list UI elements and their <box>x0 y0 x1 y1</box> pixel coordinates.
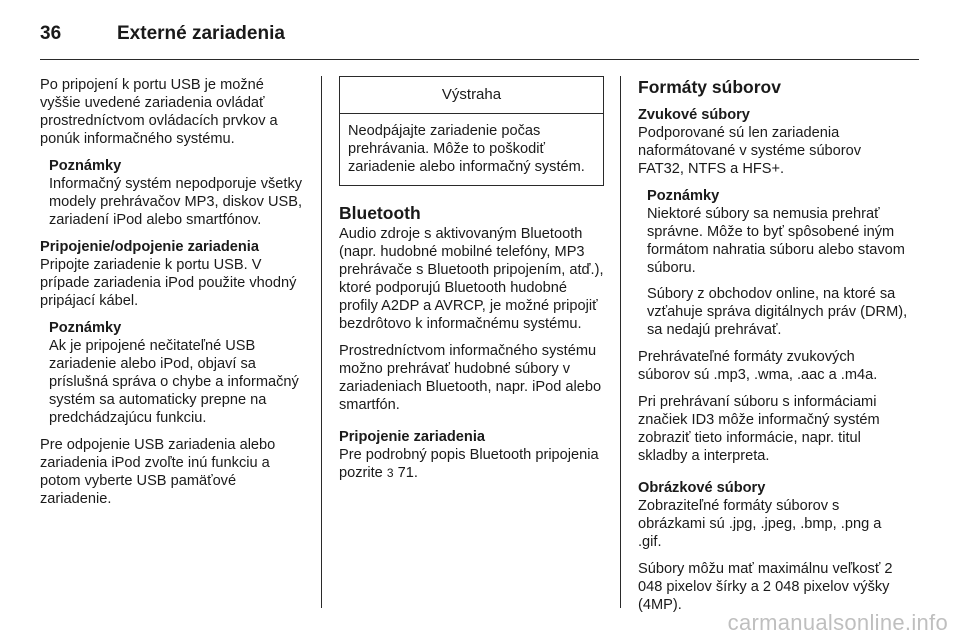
page-title: Externé zariadenia <box>117 23 285 44</box>
audio-paragraph: Podporované sú len zariadenia naformátované v systéme súborov FAT32, NTFS a HFS+. <box>638 125 862 177</box>
bluetooth-paragraph-2: Prostredníctvom informačného systému možno prehrávať hudobné súbory v zariadeniach Bluetooth, napr. iPod alebo smartfón. <box>339 343 602 413</box>
connect-heading: Pripojenie/odpojenie zariadenia <box>40 239 259 255</box>
watermark: carmanualsonline.info <box>727 610 948 635</box>
xref-arrow-icon: 3 <box>386 466 394 480</box>
xref-page: 71. <box>393 465 418 481</box>
note-box <box>647 187 908 339</box>
note-title: Poznámky <box>647 188 720 204</box>
warning-text: Neodpájajte zariadenie počas prehrávania. Môže to poškodiť zariadenie alebo informačný systém. <box>348 123 585 175</box>
header-divider <box>40 59 919 60</box>
intro-paragraph: Po pripojení k portu USB je možné vyššie uvedené zariadenia ovládať prostredníctvom ovládacích prvkov a ponúk informačného systému. <box>40 77 278 147</box>
note-box <box>49 157 306 229</box>
column-divider <box>620 76 621 608</box>
column-right <box>638 76 908 623</box>
audio-formats-paragraph: Prehrávateľné formáty zvukových súborov sú .mp3, .wma, .aac a .m4a. <box>638 349 878 383</box>
note-title: Poznámky <box>49 158 122 174</box>
bluetooth-connect-paragraph <box>339 446 604 482</box>
id3-paragraph: Pri prehrávaní súboru s informáciami značiek ID3 môže informačný systém zobraziť tieto informácie, napr. titul skladby a interpreta. <box>638 394 880 464</box>
bluetooth-connect-heading: Pripojenie zariadenia <box>339 429 485 445</box>
column-divider <box>321 76 322 608</box>
page-header <box>40 16 285 52</box>
note-title: Poznámky <box>49 320 122 336</box>
connect-paragraph: Pripojte zariadenie k portu USB. V prípade zariadenia iPod použite vhodný pripájací kábel. <box>40 257 297 309</box>
warning-title: Výstraha <box>340 77 603 114</box>
column-left <box>40 76 306 517</box>
page-number: 36 <box>40 23 62 44</box>
column-middle <box>339 76 604 491</box>
bluetooth-heading: Bluetooth <box>339 203 421 223</box>
image-paragraph: Zobraziteľné formáty súborov s obrázkami sú .jpg, .jpeg, .bmp, .png a .gif. <box>638 498 882 550</box>
bluetooth-paragraph: Audio zdroje s aktivovaným Bluetooth (napr. hudobné mobilné telefóny, MP3 prehrávače s Bluetooth pripojením, atď.), ktoré podporujú Bluetooth hudobné profily A2DP a AVRCP, je možné pripojiť bezdrôtovo k informačnému systému. <box>339 226 604 332</box>
bluetooth-connect-text: Pre podrobný popis Bluetooth pripojenia pozrite <box>339 447 599 481</box>
note-text: Ak je pripojené nečitateľné USB zariadenie alebo iPod, objaví sa príslušná správa o chybe a informačný systém sa automaticky prepne na predchádzajúcu funkciu. <box>49 338 299 426</box>
image-limit-paragraph: Súbory môžu mať maximálnu veľkosť 2 048 pixelov šírky a 2 048 pixelov výšky (4MP). <box>638 561 893 613</box>
warning-box <box>339 76 604 186</box>
note-text: Informačný systém nepodporuje všetky modely prehrávačov MP3, diskov USB, zariadení iPod alebo smartfónov. <box>49 176 303 228</box>
note-box <box>49 319 306 427</box>
note-text: Niektoré súbory sa nemusia prehrať správne. Môže to byť spôsobené iným formátom nahratia súboru alebo stavom súboru. <box>647 206 905 276</box>
note-text-2: Súbory z obchodov online, na ktoré sa vzťahuje správa digitálnych práv (DRM), sa nedajú prehrávať. <box>647 286 908 338</box>
disconnect-paragraph: Pre odpojenie USB zariadenia alebo zariadenia iPod zvoľte inú funkciu a potom vyberte USB pamäťové zariadenie. <box>40 437 276 507</box>
formats-heading: Formáty súborov <box>638 77 781 97</box>
audio-heading: Zvukové súbory <box>638 107 750 123</box>
image-heading: Obrázkové súbory <box>638 480 766 496</box>
